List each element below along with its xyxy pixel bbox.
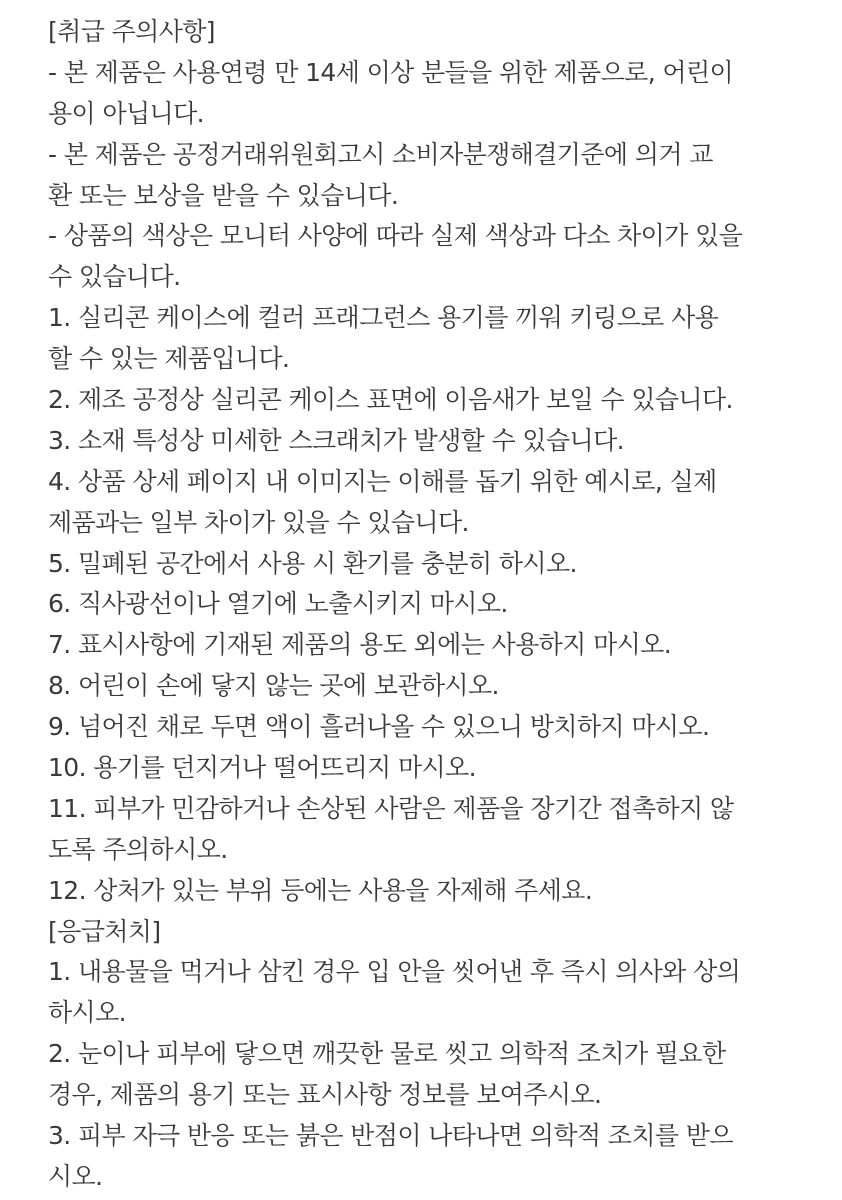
text-line: 7. 표시사항에 기재된 제품의 용도 외에는 사용하지 마시오.	[48, 630, 672, 660]
text-line: 8. 어린이 손에 닿지 않는 곳에 보관하시오.	[48, 671, 499, 701]
text-line: 제품과는 일부 차이가 있을 수 있습니다.	[48, 507, 469, 537]
text-line: 2. 눈이나 피부에 닿으면 깨끗한 물로 씻고 의학적 조치가 필요한	[48, 1039, 726, 1069]
text-line: 도록 주의하시오.	[48, 834, 228, 864]
text-line: 3. 피부 자극 반응 또는 붉은 반점이 나타나면 의학적 조치를 받으	[48, 1121, 733, 1151]
text-line: 2. 제조 공정상 실리콘 케이스 표면에 이음새가 보일 수 있습니다.	[48, 385, 733, 415]
text-line: 6. 직사광선이나 열기에 노출시키지 마시오.	[48, 589, 508, 619]
text-line: - 상품의 색상은 모니터 사양에 따라 실제 색상과 다소 차이가 있을	[48, 221, 743, 251]
text-line: 10. 용기를 던지거나 떨어뜨리지 마시오.	[48, 753, 476, 783]
text-line: 1. 내용물을 먹거나 삼킨 경우 입 안을 씻어낸 후 즉시 의사와 상의	[48, 957, 741, 987]
text-line: 용이 아닙니다.	[48, 98, 204, 128]
text-line: 경우, 제품의 용기 또는 표시사항 정보를 보여주시오.	[48, 1080, 602, 1110]
text-line: 수 있습니다.	[48, 262, 181, 292]
text-line: 할 수 있는 제품입니다.	[48, 344, 290, 374]
text-line: 12. 상처가 있는 부위 등에는 사용을 자제해 주세요.	[48, 875, 593, 905]
text-line: 1. 실리콘 케이스에 컬러 프래그런스 용기를 끼워 키링으로 사용	[48, 303, 719, 333]
text-line: 환 또는 보상을 받을 수 있습니다.	[48, 180, 399, 210]
text-line: 하시오.	[48, 998, 126, 1028]
text-line: 11. 피부가 민감하거나 손상된 사람은 제품을 장기간 접촉하지 않	[48, 793, 734, 823]
text-line: 4. 상품 상세 페이지 내 이미지는 이해를 돕기 위한 예시로, 실제	[48, 466, 717, 496]
section-heading-first-aid: [응급처치]	[48, 916, 161, 946]
text-line: 9. 넘어진 채로 두면 액이 흘러나올 수 있으니 방치하지 마시오.	[48, 712, 710, 742]
text-line: 5. 밀폐된 공간에서 사용 시 환기를 충분히 하시오.	[48, 548, 577, 578]
text-line: 3. 소재 특성상 미세한 스크래치가 발생할 수 있습니다.	[48, 425, 624, 455]
text-line: - 본 제품은 공정거래위원회고시 소비자분쟁해결기준에 의거 교	[48, 139, 713, 169]
section-heading-handling-precautions: [취급 주의사항]	[48, 17, 215, 46]
text-line: 시오.	[48, 1161, 103, 1191]
text-line: - 본 제품은 사용연령 만 14세 이상 분들을 위한 제품으로, 어린이	[48, 57, 734, 87]
